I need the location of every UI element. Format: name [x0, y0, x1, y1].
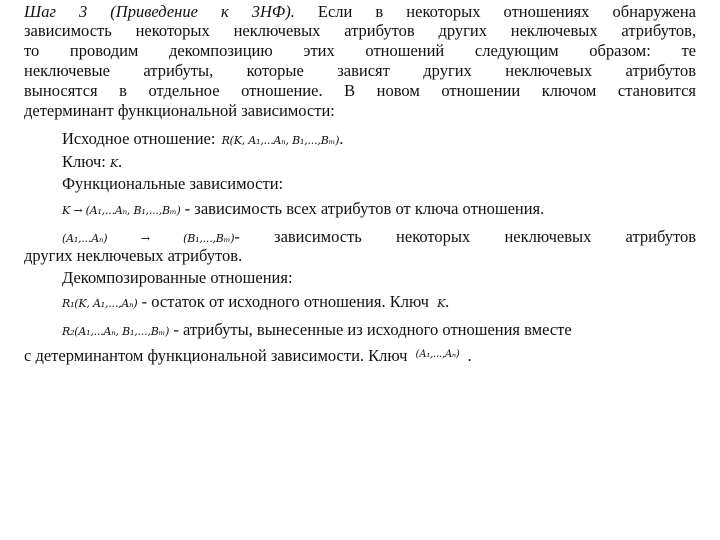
fd-line-2-cont: других неключевых атрибутов.: [24, 246, 243, 265]
paragraph-line-3: то проводим декомпозицию этих отношений следующим образом: те: [24, 41, 696, 60]
source-formula: R(K, A₁,...Aₙ, B₁,...,Bₘ): [221, 134, 340, 147]
paragraph-line-2: зависимость некоторых неключевых атрибутов других неключевых атрибутов,: [24, 21, 696, 40]
r1-key: K: [437, 297, 446, 310]
fd-heading: Функциональные зависимости:: [62, 174, 284, 193]
key-line: Ключ: K.: [62, 152, 123, 171]
decomp-heading: Декомпозированные отношения:: [62, 268, 293, 287]
source-relation: Исходное отношение: R(K, A₁,...Aₙ, B₁,...,Bₘ).: [62, 129, 344, 148]
decomp-r2-cont: с детерминантом функциональной зависимости. Ключ $^{(A_1,...,A_n)}$ .: [24, 346, 472, 365]
fd-formula-1: K → (A₁,...Aₙ, B₁,...,Bₘ): [62, 204, 181, 217]
fd-formula-2: (A₁,...Aₙ) → (B₁,...,Bₘ): [62, 232, 235, 245]
key-formula: K: [109, 157, 118, 170]
decomp-r2: R₂(A₁,...Aₙ, B₁,...,Bₘ) - атрибуты, вынесенные из исходного отношения вместе: [62, 320, 572, 339]
paragraph-line-4: неключевые атрибуты, которые зависят других неключевых атрибутов: [24, 61, 696, 80]
paragraph-line-5: выносятся в отдельное отношение. В новом отношении ключом становится: [24, 81, 696, 100]
paragraph-line-1: Шаг 3 (Приведение к 3НФ). Если в некоторых отношениях обнаружена: [24, 2, 697, 21]
fd-line-1: K → (A₁,...Aₙ, B₁,...,Bₘ) - зависимость всех атрибутов от ключа отношения.: [62, 199, 545, 218]
r2-key: (A₁,...,Aₙ): [415, 349, 460, 360]
decomp-r1: R₁(K, A₁,...,Aₙ) - остаток от исходного отношения. Ключ K.: [62, 292, 450, 311]
paragraph-line-6: детерминант функциональной зависимости:: [24, 101, 335, 120]
fd-line-2: (A₁,...Aₙ) → (B₁,...,Bₘ)- зависимость некоторых неключевых атрибутов: [62, 227, 696, 246]
r1-formula: R₁(K, A₁,...,Aₙ): [62, 297, 138, 310]
r2-formula: R₂(A₁,...Aₙ, B₁,...,Bₘ): [62, 325, 170, 338]
step-heading: Шаг 3 (Приведение к 3НФ).: [24, 2, 295, 21]
